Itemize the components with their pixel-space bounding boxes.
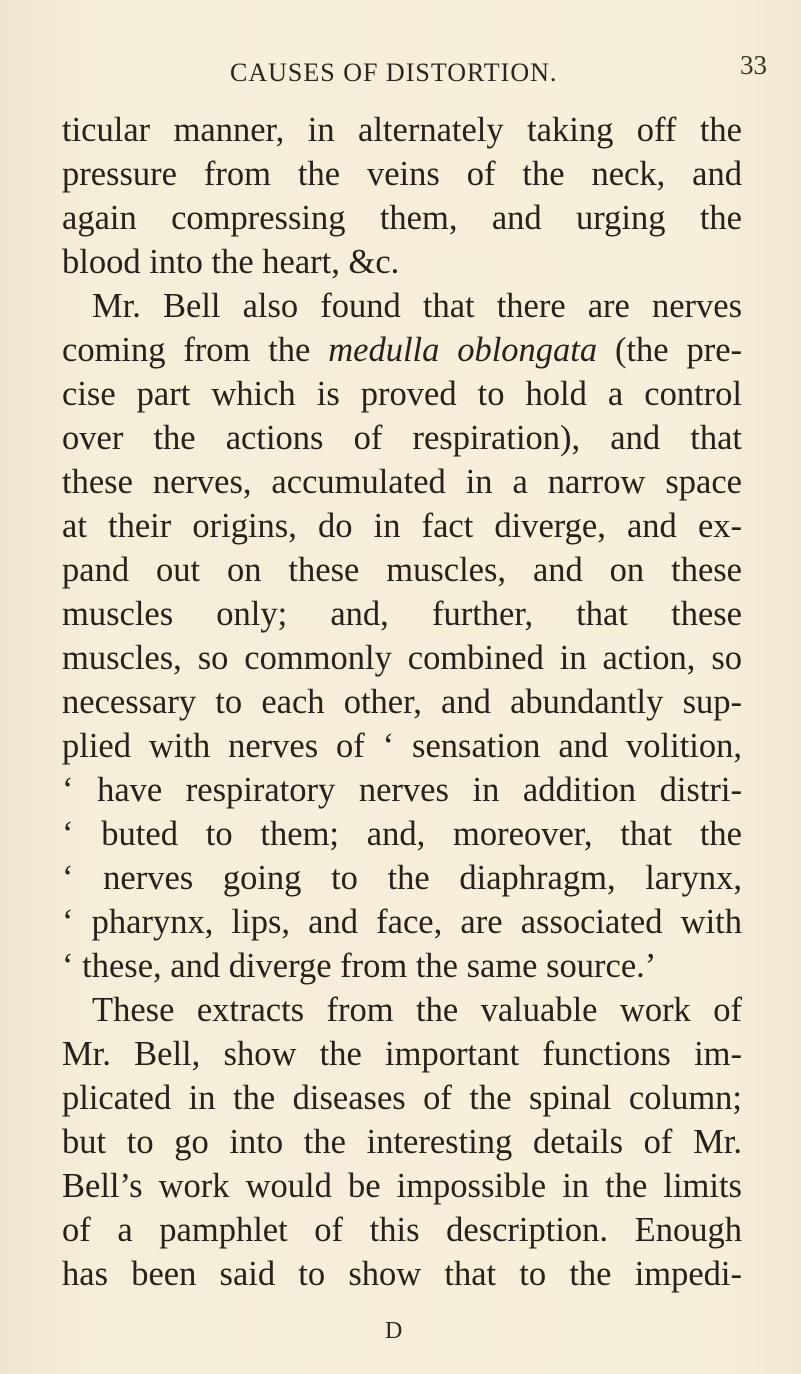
text-line-1: ticular manner, in alternately taking off the [62,111,742,149]
running-title: CAUSES OF DISTORTION. [230,58,558,87]
text-line-16: ‘ have respiratory nerves in addition distri- [62,771,742,809]
text-line-19: ‘ pharynx, lips, and face, are associated with [62,903,742,941]
text-line-14: necessary to each other, and abundantly sup- [62,683,742,721]
text-line-17: ‘ buted to them; and, moreover, that the [62,815,742,853]
text-line-5: Mr. Bell also found that there are nerves [92,287,742,325]
text-line-2: pressure from the veins of the neck, and [62,155,742,193]
text-line-9: these nerves, accumulated in a narrow space [62,463,742,501]
text-line-27: has been said to show that to the impedi- [62,1255,742,1293]
page-number: 33 [740,50,767,80]
body-text [62,108,742,1296]
text-line-6-start: coming from the [62,331,329,369]
signature-mark: D [385,1318,403,1344]
text-line-20: ‘ these, and diverge from the same source.’ [62,947,657,985]
text-line-23: plicated in the diseases of the spinal column; [62,1079,742,1117]
text-line-12: muscles only; and, further, that these [62,595,742,633]
text-line-6 [62,328,742,372]
text-line-3: again compressing them, and urging the [62,199,742,237]
text-line-25: Bell’s work would be impossible in the limits [62,1167,742,1205]
text-line-18: ‘ nerves going to the diaphragm, larynx, [62,859,742,897]
text-line-13: muscles, so commonly combined in action, so [62,639,742,677]
text-line-11: pand out on these muscles, and on these [62,551,742,589]
text-line-21: These extracts from the valuable work of [92,991,742,1029]
text-line-22: Mr. Bell, show the important functions im- [62,1035,742,1073]
text-line-15: plied with nerves of ‘ sensation and volition, [62,727,742,765]
text-line-6-end: (the pre- [597,331,742,369]
text-line-10: at their origins, do in fact diverge, and ex- [62,507,742,545]
text-line-24: but to go into the interesting details of Mr. [62,1123,742,1161]
text-line-26: of a pamphlet of this description. Enough [62,1211,742,1249]
text-line-7: cise part which is proved to hold a control [62,375,742,413]
italic-term: medulla oblongata [328,331,598,369]
text-line-4: blood into the heart, &c. [62,243,400,281]
text-line-8: over the actions of respiration), and that [62,419,742,457]
